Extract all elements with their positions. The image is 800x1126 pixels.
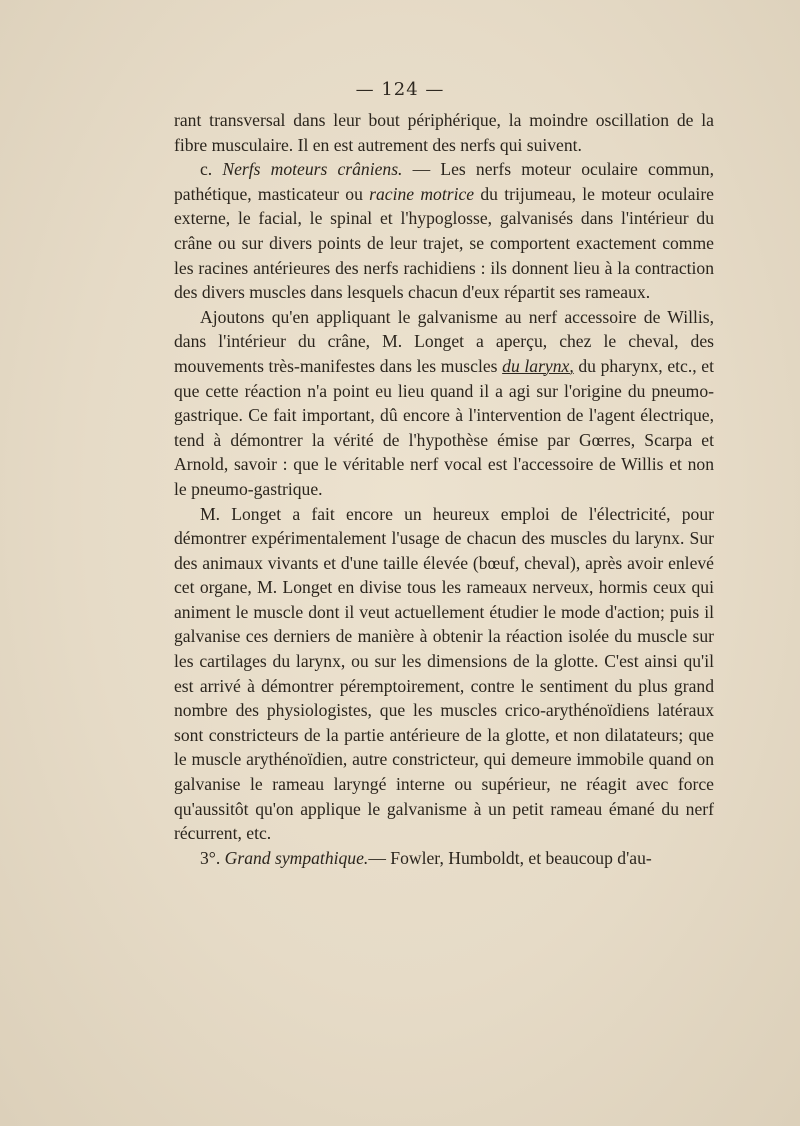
- paragraph-grand-sympathique: [174, 846, 714, 871]
- text-run: du trijumeau, le moteur oculaire externe, le facial, le spinal et l'hypoglosse, galvanisés dans l'intérieur du crâne ou sur divers points de leur trajet, se comportent exactement comme les racines antérieures des nerfs rachidiens : ils donnent lieu à la contraction des divers muscles dans lesquels chacun d'eux répartit ses rameaux.: [174, 183, 714, 303]
- underlined-italic-term: du larynx,: [502, 355, 574, 376]
- paragraph-marker: 3°.: [200, 847, 225, 868]
- section-heading: Grand sympathique.: [224, 847, 369, 868]
- paragraph-marker: c.: [200, 159, 223, 180]
- section-heading: Nerfs moteurs crâniens.: [222, 159, 403, 180]
- page-number: — 124 —: [355, 79, 445, 100]
- paragraph-nerfs-moteurs-craniens: [174, 157, 714, 305]
- body-text: [174, 108, 714, 870]
- text-run: du pharynx, etc., et que cette réaction n'a point eu lieu quand il a agi sur l'origine du pneumo-gastrique. Ce fait important, dû encore à l'intervention de l'agent électrique, tend à démontrer la vérité de l'hypothèse émise par Gœrres, Scarpa et Arnold, savoir : que le véritable nerf vocal est l'accessoire de Willis et non le pneumo-gastrique.: [174, 355, 714, 499]
- text-run: — Les nerfs moteur oculaire commun, pathétique, masticateur ou: [174, 159, 714, 204]
- paragraph-accessoire-willis: [174, 305, 714, 502]
- paragraph-continuation: rant transversal dans leur bout périphérique, la moindre oscillation de la fibre musculaire. Il en est autrement des nerfs qui suivent.: [174, 110, 714, 155]
- text-run: Ajoutons qu'en appliquant le galvanisme au nerf accessoire de Willis, dans l'intérieur du crâne, M. Longet a aperçu, chez le cheval, des mouvements très-manifestes dans les muscles: [174, 306, 714, 376]
- text-run: — Fowler, Humboldt, et beaucoup d'au-: [368, 847, 652, 868]
- paragraph-muscles-larynx: M. Longet a fait encore un heureux emploi de l'électricité, pour démontrer expérimentalement l'usage de chacun des muscles du larynx. Sur des animaux vivants et d'une taille élevée (bœuf, cheval), après avoir enlevé cet organe, M. Longet en divise tous les rameaux nerveux, hormis ceux qui animent le muscle dont il veut actuellement étudier le mode d'action; puis il galvanise ces derniers de manière à obtenir la réaction isolée du muscle sur les cartilages du larynx, ou sur les dimensions de la glotte. C'est ainsi qu'il est arrivé à démontrer péremptoirement, contre le sentiment du plus grand nombre des physiologistes, que les muscles crico-arythénoïdiens latéraux sont constricteurs de la partie antérieure de la glotte, et non dilatateurs; que le muscle arythénoïdien, autre constricteur, qui demeure immobile quand on galvanise le rameau laryngé interne ou supérieur, ne réagit avec force qu'aussitôt qu'on applique le galvanisme à un petit rameau émané du nerf récurrent, etc.: [174, 503, 714, 844]
- italic-term: racine motrice: [369, 183, 475, 204]
